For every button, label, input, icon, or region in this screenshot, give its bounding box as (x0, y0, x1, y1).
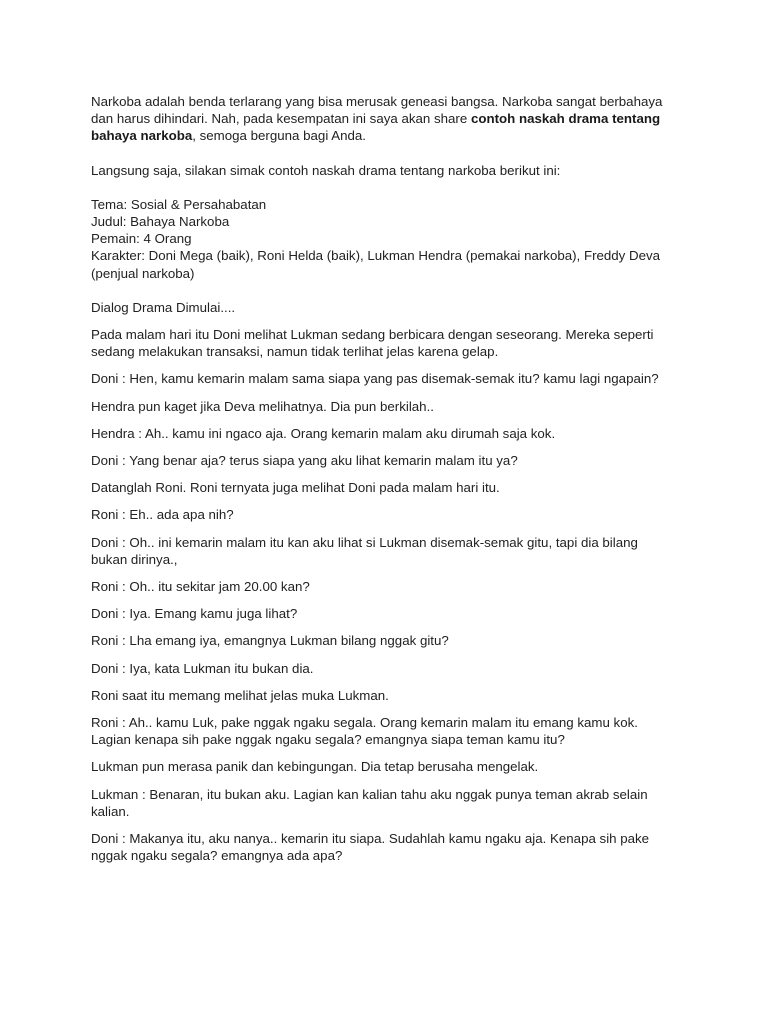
dialog-line: Roni : Ah.. kamu Luk, pake nggak ngaku segala. Orang kemarin malam itu emang kamu kok. Lagian kenapa sih pake nggak ngaku segala? emangnya siapa teman kamu itu? (91, 715, 638, 748)
narration-paragraph: Roni saat itu memang melihat jelas muka Lukman. (91, 687, 389, 703)
meta-judul: Judul: Bahaya Narkoba (91, 214, 230, 230)
dialog-start: Dialog Drama Dimulai.... (91, 299, 236, 315)
dialog-line: Roni : Lha emang iya, emangnya Lukman bilang nggak gitu? (91, 633, 449, 649)
narration-paragraph: Lukman pun merasa panik dan kebingungan. Dia tetap berusaha mengelak. (91, 759, 539, 775)
intro-bold-phrase: contoh naskah drama tentang bahaya narkoba (91, 111, 661, 144)
meta-block (91, 196, 666, 282)
intro-paragraph (91, 93, 666, 145)
narration-paragraph: Pada malam hari itu Doni melihat Lukman sedang berbicara dengan seseorang. Mereka seperti sedang melakukan transaksi, namun tidak terlihat jelas karena gelap. (91, 327, 654, 360)
dialog-line: Doni : Iya, kata Lukman itu bukan dia. (91, 660, 314, 676)
dialog-line: Roni : Oh.. itu sekitar jam 20.00 kan? (91, 579, 310, 595)
meta-pemain: Pemain: 4 Orang (91, 231, 192, 247)
document-body (91, 93, 666, 875)
dialog-line: Doni : Oh.. ini kemarin malam itu kan aku lihat si Lukman disemak-semak gitu, tapi dia bilang bukan dirinya., (91, 534, 638, 567)
lead-paragraph: Langsung saja, silakan simak contoh naskah drama tentang narkoba berikut ini: (91, 162, 561, 178)
dialog-line: Doni : Hen, kamu kemarin malam sama siapa yang pas disemak-semak itu? kamu lagi ngapain? (91, 371, 659, 387)
intro-text-start: Narkoba adalah benda terlarang yang bisa merusak geneasi bangsa. Narkoba sangat berbahaya dan harus dihindari. Nah, pada kesempatan ini saya akan share (91, 94, 663, 127)
intro-text-end: , semoga berguna bagi Anda. (192, 128, 366, 144)
dialog-line: Lukman : Benaran, itu bukan aku. Lagian kan kalian tahu aku nggak punya teman akrab selain kalian. (91, 786, 648, 819)
dialog-line: Doni : Makanya itu, aku nanya.. kemarin itu siapa. Sudahlah kamu ngaku aja. Kenapa sih pake nggak ngaku segala? emangnya ada apa? (91, 831, 650, 864)
meta-karakter: Karakter: Doni Mega (baik), Roni Helda (baik), Lukman Hendra (pemakai narkoba), Freddy Deva (penjual narkoba) (91, 248, 661, 281)
narration-paragraph: Datanglah Roni. Roni ternyata juga melihat Doni pada malam hari itu. (91, 480, 500, 496)
dialog-line: Doni : Yang benar aja? terus siapa yang aku lihat kemarin malam itu ya? (91, 453, 518, 469)
meta-tema: Tema: Sosial & Persahabatan (91, 196, 267, 212)
dialog-line: Doni : Iya. Emang kamu juga lihat? (91, 606, 298, 622)
dialog-line: Roni : Eh.. ada apa nih? (91, 507, 234, 523)
narration-paragraph: Hendra pun kaget jika Deva melihatnya. Dia pun berkilah.. (91, 398, 434, 414)
dialog-line: Hendra : Ah.. kamu ini ngaco aja. Orang kemarin malam aku dirumah saja kok. (91, 425, 556, 441)
